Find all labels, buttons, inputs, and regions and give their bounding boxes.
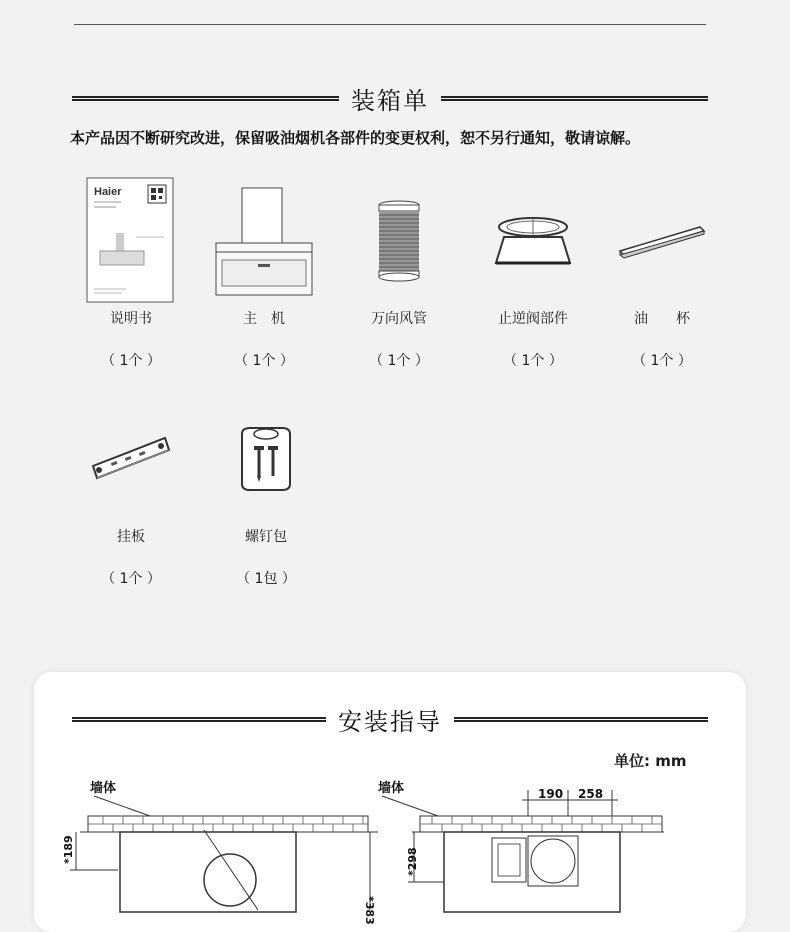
- dim-label: 190: [538, 787, 564, 801]
- title-line-left: [72, 96, 339, 101]
- mounting-plate-image: [66, 392, 196, 524]
- item-label: 万向风管: [371, 311, 427, 327]
- item-label: 说明书: [110, 311, 152, 327]
- item-qty: （ 1个 ）: [632, 353, 692, 369]
- screw-pack-image: [201, 392, 331, 524]
- item-qty: （ 1包 ）: [236, 571, 296, 587]
- dim-label: *383: [363, 896, 376, 925]
- item-label: 油 杯: [634, 311, 690, 327]
- packing-list-header: [72, 82, 708, 114]
- dim-label: *189: [62, 835, 75, 864]
- right-install-diagram: [372, 770, 672, 914]
- flex-duct-image: [334, 176, 464, 306]
- item-qty: （ 1个 ）: [503, 353, 563, 369]
- install-guide-title: 安装指导: [338, 707, 442, 736]
- item-label: 挂板: [117, 529, 145, 545]
- dim-label: 258: [578, 787, 604, 801]
- check-valve-image: [468, 176, 598, 306]
- install-guide-header: [72, 703, 708, 735]
- item-label: 螺钉包: [245, 529, 287, 545]
- disclaimer-text: 本产品因不断研究改进，保留吸油烟机各部件的变更权利，恕不另行通知，敬请谅解。: [70, 129, 641, 147]
- item-screw-pack: [201, 392, 331, 588]
- item-qty: （ 1个 ）: [101, 353, 161, 369]
- oil-cup-image: [597, 176, 727, 306]
- manual-brand: Haier: [94, 186, 122, 198]
- item-oil-cup: [597, 176, 727, 370]
- manual-image: [66, 176, 196, 306]
- wall-label: 墙体: [378, 781, 405, 796]
- top-divider: [74, 24, 706, 25]
- title-line-right: [454, 717, 708, 722]
- range-hood-image: [199, 176, 329, 306]
- left-install-diagram: [58, 770, 388, 925]
- item-qty: （ 1个 ）: [369, 353, 429, 369]
- item-qty: （ 1个 ）: [234, 353, 294, 369]
- item-mounting-plate: [66, 392, 196, 588]
- item-flex-duct: [334, 176, 464, 370]
- item-label: 止逆阀部件: [498, 311, 568, 327]
- title-line-left: [72, 717, 326, 722]
- unit-label: 单位: mm: [614, 752, 687, 770]
- item-main-unit: [199, 176, 329, 370]
- wall-label: 墙体: [90, 781, 117, 796]
- item-qty: （ 1个 ）: [101, 571, 161, 587]
- title-line-right: [441, 96, 708, 101]
- packing-list-title: 装箱单: [351, 86, 429, 115]
- dim-label: *298: [406, 847, 419, 876]
- item-check-valve: [468, 176, 598, 370]
- item-label: 主 机: [243, 311, 285, 327]
- item-manual: [66, 176, 196, 370]
